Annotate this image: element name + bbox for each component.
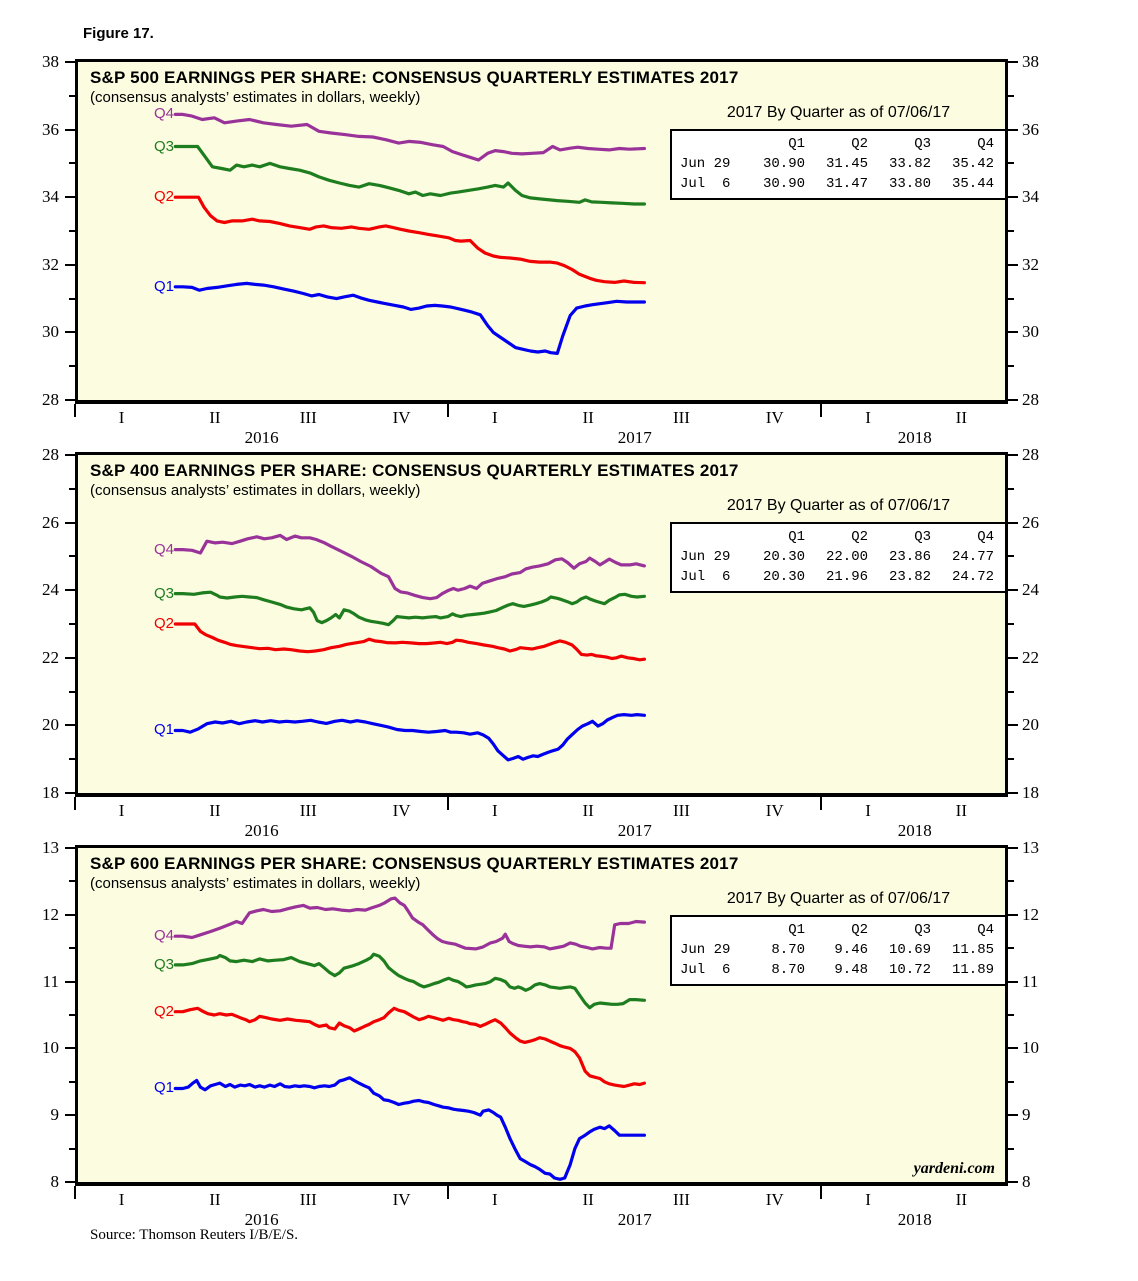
series-line-q3-panel0 [175,147,644,205]
sp600-estimate-table [670,890,1007,986]
table-cell: 21.96 [825,569,868,585]
table-row-label: Jun 29 [680,942,731,958]
y-tick-right [1008,365,1014,367]
y-tick-left [65,914,75,916]
table-row [680,567,997,587]
table-cell: 9.48 [834,962,868,978]
year-start-tick [74,404,76,417]
year-start-tick [820,404,822,417]
table-cell: 10.72 [888,962,931,978]
y-axis-label-right: 10 [1022,1038,1039,1058]
y-tick-left [69,162,75,164]
y-tick-right [1008,522,1018,524]
table-cell: Q4 [977,136,994,152]
quarter-label: I [865,801,871,820]
sp500-estimate-table [670,104,1007,200]
year-start-tick [820,1186,822,1199]
legend-label-q2-panel0: Q2 [153,188,174,206]
quarter-label: II [582,801,594,820]
table-header-row [680,527,997,547]
y-axis-label-right: 8 [1022,1172,1031,1191]
quarter-label: I [492,1190,498,1209]
quarter-label: II [955,801,967,820]
y-tick-right [1008,454,1018,456]
y-tick-right [1008,264,1018,266]
quarter-label: I [492,408,498,427]
table-cell: Q3 [914,529,931,545]
year-label: 2016 [244,1210,279,1229]
y-tick-left [65,196,75,198]
y-tick-right [1008,95,1014,97]
chart-panel-sp400 [75,452,1008,797]
table-row-label: Jul 6 [680,569,731,585]
y-axis-label-left: 32 [42,254,59,274]
year-label: 2018 [897,821,932,840]
y-tick-left [65,1181,75,1183]
y-tick-right [1008,981,1018,983]
y-tick-right [1008,399,1018,401]
y-axis-label-left: 34 [42,187,59,207]
y-tick-right [1008,331,1018,333]
quarter-label: IV [765,408,784,427]
table-cell: 9.46 [834,942,868,958]
y-tick-right [1008,691,1014,693]
table-cell: 22.00 [825,549,868,565]
chart-panel-sp500 [75,59,1008,404]
y-axis-label-left: 12 [42,904,59,924]
quarter-label: I [118,801,125,820]
table-row-label [680,134,742,154]
y-tick-left [69,95,75,97]
y-axis-label-left: 30 [42,322,59,342]
y-tick-right [1008,847,1018,849]
sp500-table-title: 2017 By Quarter as of 07/06/17 [726,104,951,121]
y-axis-label-right: 11 [1022,971,1039,991]
table-header-row [680,134,997,154]
quarter-label: II [582,1190,594,1209]
y-tick-right [1008,129,1018,131]
series-line-q2-panel1 [175,624,644,660]
table-cell: 8.70 [771,942,805,958]
quarter-label: III [672,1190,690,1209]
y-tick-left [65,724,75,726]
y-tick-left [69,1148,75,1150]
y-tick-right [1008,657,1018,659]
y-tick-left [65,129,75,131]
table-cell: 20.30 [762,569,805,585]
sp600-table-title: 2017 By Quarter as of 07/06/17 [726,890,951,907]
legend-label-q3-panel0: Q3 [153,137,174,155]
sp600-chart-subtitle: (consensus analysts’ estimates in dollars, weekly) [90,875,421,892]
y-axis-label-right: 9 [1022,1105,1031,1125]
y-tick-left [69,1014,75,1016]
y-tick-left [69,691,75,693]
table-header-row [680,920,997,940]
quarter-label: III [672,801,690,820]
yardeni-watermark: yardeni.com [913,1160,995,1177]
table-cell: 23.82 [888,569,931,585]
y-axis-label-left: 8 [50,1172,59,1191]
table-row [680,174,997,194]
year-start-tick [820,797,822,810]
legend-label-q1-panel0: Q1 [153,277,174,295]
year-label: 2018 [897,428,932,447]
table-cell: Q3 [914,136,931,152]
y-axis-label-left: 22 [42,647,59,667]
y-tick-left [69,298,75,300]
table-row [680,960,997,980]
year-start-tick [447,797,449,810]
table-cell: Q4 [977,922,994,938]
y-axis-label-left: 26 [42,512,59,532]
y-tick-left [65,981,75,983]
table-row [680,940,997,960]
y-axis-label-left: 10 [42,1038,59,1058]
y-axis-label-left: 36 [42,119,59,139]
y-tick-right [1008,488,1014,490]
y-axis-label-right: 13 [1022,838,1039,857]
table-cell: 31.47 [825,176,868,192]
table-cell: 8.70 [771,962,805,978]
year-start-tick [447,404,449,417]
y-tick-right [1008,880,1014,882]
legend-label-q2-panel1: Q2 [153,615,174,632]
sp400-table-title: 2017 By Quarter as of 07/06/17 [726,497,951,514]
series-line-q3-panel1 [175,592,644,625]
y-axis-label-left: 18 [42,783,59,802]
series-line-q4-panel1 [175,535,644,598]
series-line-q1-panel0 [175,283,644,353]
y-axis-label-right: 32 [1022,254,1039,274]
y-tick-right [1008,196,1018,198]
series-line-q4-panel0 [175,114,644,160]
legend-label-q3-panel2: Q3 [153,955,174,973]
y-tick-left [69,1081,75,1083]
y-axis-label-right: 12 [1022,904,1039,924]
y-axis-label-left: 28 [42,390,59,409]
y-tick-right [1008,1181,1018,1183]
y-tick-right [1008,724,1018,726]
series-line-q1-panel2 [175,1078,644,1180]
quarter-label: IV [392,1190,411,1209]
y-axis-label-right: 26 [1022,512,1039,532]
y-tick-right [1008,589,1018,591]
table-cell: Q2 [851,529,868,545]
series-line-q4-panel2 [175,898,644,949]
year-label: 2017 [617,821,652,840]
table-cell: 24.77 [951,549,994,565]
table-cell: Q1 [788,922,805,938]
table-row-label: Jun 29 [680,549,731,565]
year-label: 2017 [617,428,652,447]
y-axis-label-right: 28 [1022,390,1039,409]
legend-label-q4-panel1: Q4 [153,540,174,558]
y-tick-right [1008,914,1018,916]
quarter-label: IV [392,408,411,427]
quarter-label: III [299,1190,317,1209]
table-cell: Q2 [851,136,868,152]
y-tick-left [65,399,75,401]
y-axis-label-right: 34 [1022,187,1039,207]
y-tick-left [69,947,75,949]
series-line-q2-panel2 [175,1008,644,1086]
quarter-label: II [209,408,221,427]
table-cell: 35.44 [951,176,994,192]
y-axis-label-left: 11 [42,971,59,991]
year-label: 2016 [244,821,279,840]
y-tick-right [1008,623,1014,625]
table-cell: 20.30 [762,549,805,565]
y-tick-left [69,230,75,232]
sp400-table-box [670,522,1007,593]
y-tick-left [69,880,75,882]
sp500-chart-title: S&P 500 EARNINGS PER SHARE: CONSENSUS QUARTERLY ESTIMATES 2017 [90,68,739,87]
quarter-label: III [672,408,690,427]
y-axis-label-left: 24 [42,580,59,600]
y-tick-left [65,522,75,524]
quarter-label: III [299,408,317,427]
table-row-label: Jul 6 [680,962,731,978]
y-tick-left [69,758,75,760]
y-tick-right [1008,162,1014,164]
y-axis-label-right: 38 [1022,52,1039,71]
quarter-label: II [582,408,594,427]
legend-label-q1-panel1: Q1 [153,721,174,739]
table-cell: Q2 [851,922,868,938]
y-axis-label-right: 24 [1022,580,1039,600]
y-axis-label-left: 38 [42,52,59,71]
year-start-tick [74,797,76,810]
y-tick-right [1008,792,1018,794]
y-tick-left [69,555,75,557]
y-tick-right [1008,555,1014,557]
series-line-q2-panel0 [175,197,644,283]
chart-panel-sp600 [75,845,1008,1186]
sp500-table-box [670,129,1007,200]
legend-label-q4-panel2: Q4 [153,927,174,945]
y-axis-label-right: 30 [1022,322,1039,342]
table-cell: Q4 [977,529,994,545]
table-cell: 24.72 [951,569,994,585]
quarter-label: IV [765,801,784,820]
year-label: 2018 [897,1210,932,1229]
table-cell: 23.86 [888,549,931,565]
y-tick-left [65,847,75,849]
y-tick-right [1008,947,1014,949]
year-start-tick [447,1186,449,1199]
y-tick-left [69,488,75,490]
sp500-chart-subtitle: (consensus analysts’ estimates in dollars, weekly) [90,89,421,106]
quarter-label: IV [392,801,411,820]
table-row-label [680,920,742,940]
y-tick-right [1008,1047,1018,1049]
y-tick-right [1008,1014,1014,1016]
quarter-label: II [955,1190,967,1209]
y-tick-left [65,589,75,591]
quarter-label: I [865,1190,871,1209]
source-note: Source: Thomson Reuters I/B/E/S. [90,1227,299,1243]
quarter-label: I [492,801,498,820]
y-tick-left [65,657,75,659]
sp600-chart-title: S&P 600 EARNINGS PER SHARE: CONSENSUS QUARTERLY ESTIMATES 2017 [90,854,739,873]
y-axis-label-left: 20 [42,715,59,735]
y-tick-left [65,264,75,266]
table-row-label: Jul 6 [680,176,731,192]
sp400-chart-title: S&P 400 EARNINGS PER SHARE: CONSENSUS QUARTERLY ESTIMATES 2017 [90,461,739,480]
sp600-table-box [670,915,1007,986]
year-label: 2017 [617,1210,652,1229]
table-row-label: Jun 29 [680,156,731,172]
table-cell: 31.45 [825,156,868,172]
table-cell: 11.89 [951,962,994,978]
y-tick-left [65,792,75,794]
y-tick-right [1008,230,1014,232]
quarter-label: I [118,408,125,427]
year-start-tick [74,1186,76,1199]
sp400-chart-subtitle: (consensus analysts’ estimates in dollars, weekly) [90,482,421,499]
table-cell: 35.42 [951,156,994,172]
table-cell: 30.90 [762,176,805,192]
y-tick-right [1008,61,1018,63]
table-row [680,154,997,174]
y-tick-right [1008,1148,1014,1150]
y-axis-label-right: 20 [1022,715,1039,735]
y-tick-right [1008,1081,1014,1083]
year-label: 2016 [244,428,279,447]
sp400-estimate-table [670,497,1007,593]
table-cell: Q1 [788,136,805,152]
y-tick-left [65,454,75,456]
y-axis-label-right: 36 [1022,119,1039,139]
table-cell: 10.69 [888,942,931,958]
table-cell: 11.85 [951,942,994,958]
y-tick-right [1008,1114,1018,1116]
quarter-label: II [209,801,221,820]
table-row-label [680,527,742,547]
table-cell: 33.80 [888,176,931,192]
table-cell: Q1 [788,529,805,545]
y-tick-left [69,365,75,367]
table-cell: 30.90 [762,156,805,172]
y-tick-left [69,623,75,625]
series-line-q3-panel2 [175,954,644,1008]
table-cell: Q3 [914,922,931,938]
y-tick-right [1008,298,1014,300]
y-tick-left [65,331,75,333]
quarter-label: III [299,801,317,820]
table-row [680,547,997,567]
quarter-label: IV [765,1190,784,1209]
y-tick-left [65,1114,75,1116]
legend-label-q3-panel1: Q3 [153,584,174,602]
legend-label-q4-panel0: Q4 [153,105,174,123]
quarter-label: II [955,408,967,427]
quarter-label: II [209,1190,221,1209]
legend-label-q2-panel2: Q2 [153,1002,174,1020]
y-axis-label-right: 22 [1022,647,1039,667]
legend-label-q1-panel2: Q1 [153,1079,174,1097]
y-tick-right [1008,758,1014,760]
quarter-label: I [118,1190,125,1209]
table-cell: 33.82 [888,156,931,172]
series-line-q1-panel1 [175,715,644,760]
y-axis-label-left: 28 [42,445,59,464]
quarter-label: I [865,408,871,427]
y-tick-left [65,61,75,63]
y-axis-label-left: 13 [42,838,59,857]
y-axis-label-right: 28 [1022,445,1039,464]
y-axis-label-left: 9 [50,1105,59,1125]
figure-label: Figure 17. [83,25,154,42]
y-tick-left [65,1047,75,1049]
y-axis-label-right: 18 [1022,783,1039,802]
